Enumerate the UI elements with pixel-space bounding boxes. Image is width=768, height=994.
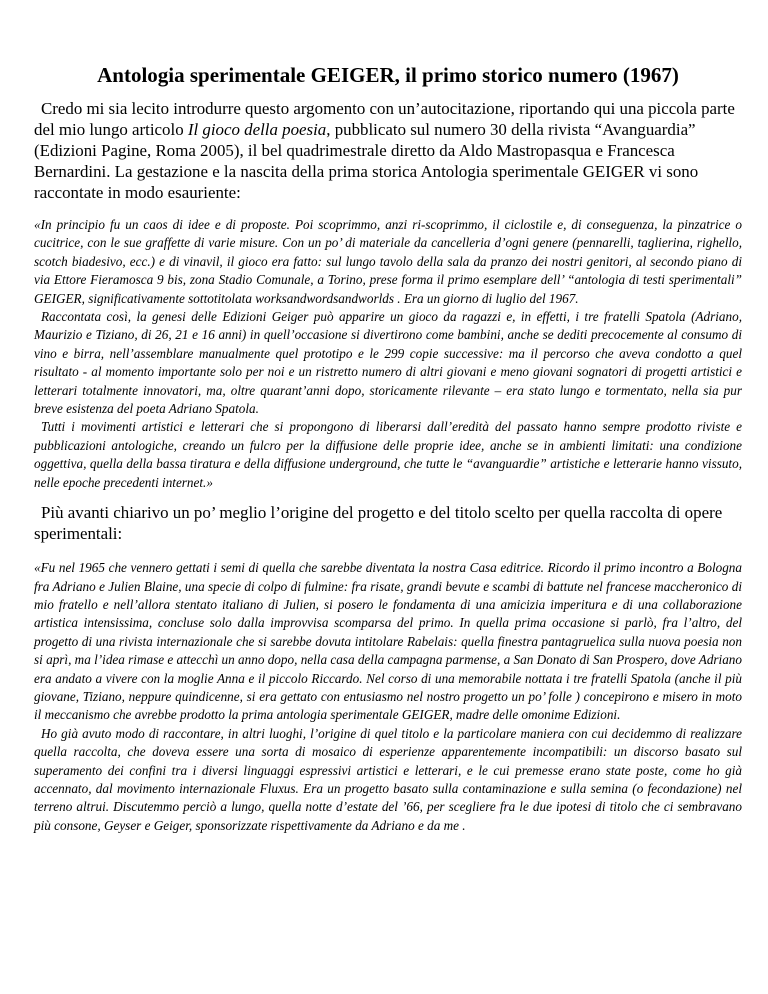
middle-paragraph: Più avanti chiarivo un po’ meglio l’origine del progetto e del titolo scelto per quella raccolta di opere sperimentali: bbox=[34, 503, 723, 544]
article-title: Il gioco della poesia bbox=[187, 120, 327, 139]
quote-block-2 bbox=[34, 559, 742, 835]
quote-1-paragraph-3: Tutti i movimenti artistici e letterari che si propongono di liberarsi dall’eredità del passato hanno sempre prodotto riviste e pubblicazioni antologiche, creando un fulcro per la diffusione delle proprie idee, anche se in ambienti limitati: una condizione oggettiva, quella della bassa tiratura e della diffusione underground, che tutte le “avanguardie” artistiche e letterarie hanno vissuto, nelle epoche precedenti internet.» bbox=[34, 419, 742, 490]
document-page bbox=[34, 62, 742, 835]
document-title: Antologia sperimentale GEIGER, il primo storico numero (1967) bbox=[97, 63, 679, 87]
quote-1-paragraph-2: Raccontata così, la genesi delle Edizioni Geiger può apparire un gioco da ragazzi e, in effetti, i tre fratelli Spatola (Adriano, Maurizio e Tiziano, di 26, 21 e 16 anni) in quell’occasione si divertirono come bambini, anche se dediti precocemente al consumo di vino e birra, nell’assemblare manualmente quel prototipo e le 299 copie successive: ma il percorso che aveva condotto a quel risultato - al momento importante solo per noi e un ristretto numero di altri giovani e meno giovani sognatori di progetti artistici e letterari totalmente innovatori, ma, oltre quarant’anni dopo, storicamente rilevante – era stato lungo e tormentato, nella sia pur breve esistenza del poeta Adriano Spatola. bbox=[34, 309, 742, 417]
intro-text-end: , pubblicato sul numero 30 della rivista “Avanguardia” (Edizioni Pagine, Roma 2005), il bel quadrimestrale diretto da Aldo Mastropasqua e Francesca Bernardini. La gestazione e la nascita della prima storica Antologia sperimentale GEIGER vi sono raccontate in modo esauriente: bbox=[34, 120, 699, 202]
quote-2-paragraph-1: «Fu nel 1965 che vennero gettati i semi di quella che sarebbe diventata la nostra Casa editrice. Ricordo il primo incontro a Bologna fra Adriano e Julien Blaine, una specie di colpo di fulmine: fra risate, grandi bevute e scambi di battute nel francese maccheronico di mio fratello e nell’allora stentato italiano di Julien, si posero le fondamenta di una amicizia imperitura e di una collaborazione artistica intensissima, concluse solo dalla improvvisa scomparsa del primo. In quella prima occasione si parlò, fra l’altro, del progetto di una rivista internazionale che si sarebbe dovuta intitolare Rabelais: quella finestra pantagruelica sulla nuova poesia non si aprì, ma l’idea rimase e attecchì un anno dopo, nella casa della campagna parmense, a San Donato di San Prospero, dove Adriano era andato a vivere con la moglie Anna e il piccolo Riccardo. Nel corso di una memorabile nottata i tre fratelli Spatola (anche il più giovane, Tiziano, neppure quindicenne, si era gettato con entusiasmo nel nostro progetto un po’ folle ) concepirono e misero in moto il meccanismo che avrebbe prodotto la prima antologia sperimentale GEIGER, madre delle omonime Edizioni. bbox=[34, 560, 742, 723]
intro-text-start: Credo mi sia lecito introdurre questo argomento con un’autocitazione, riportando qui una piccola parte del mio lungo articolo bbox=[34, 99, 735, 139]
intro-paragraph bbox=[34, 98, 742, 203]
quote-block-1 bbox=[34, 216, 742, 492]
quote-1-paragraph-1: «In principio fu un caos di idee e di proposte. Poi scoprimmo, anzi ri-scoprimmo, il ciclostile e, di conseguenza, la pinzatrice o cucitrice, con le sue graffette di varie misure. Con un po’ di materiale da cancelleria d’ogni genere (pennarelli, taglierina, righello, scotch biadesivo, ecc.) e di vinavil, il gioco era fatto: sul lungo tavolo della sala da pranzo dei nostri genitori, al secondo piano di via Ettore Fieramosca 9 bis, zona Stadio Comunale, a Torino, prese forma il primo esemplare dell’ “antologia di testi sperimentali” GEIGER, significativamente sottotitolata worksandwordsandworlds . Era un giorno di luglio del 1967. bbox=[34, 217, 742, 306]
quote-2-paragraph-2: Ho già avuto modo di raccontare, in altri luoghi, l’origine di quel titolo e la particolare maniera con cui decidemmo di realizzare quella raccolta, che doveva essere una sorta di mosaico di esperienze apparentemente incompatibili: un discorso basato sul superamento dei confini tra i diversi linguaggi espressivi artistici e letterari, e le cui premesse erano state poste, come ho già accennato, dal movimento internazionale Fluxus. Era un progetto basato sulla contaminazione e sulla semina (o fecondazione) nel terreno altrui. Discutemmo perciò a lungo, quella notte d’estate del ’66, per scegliere fra le due ipotesi di titolo che ci sembravano più consone, Geyser e Geiger, sponsorizzate rispettivamente da Adriano e da me . bbox=[34, 725, 742, 833]
